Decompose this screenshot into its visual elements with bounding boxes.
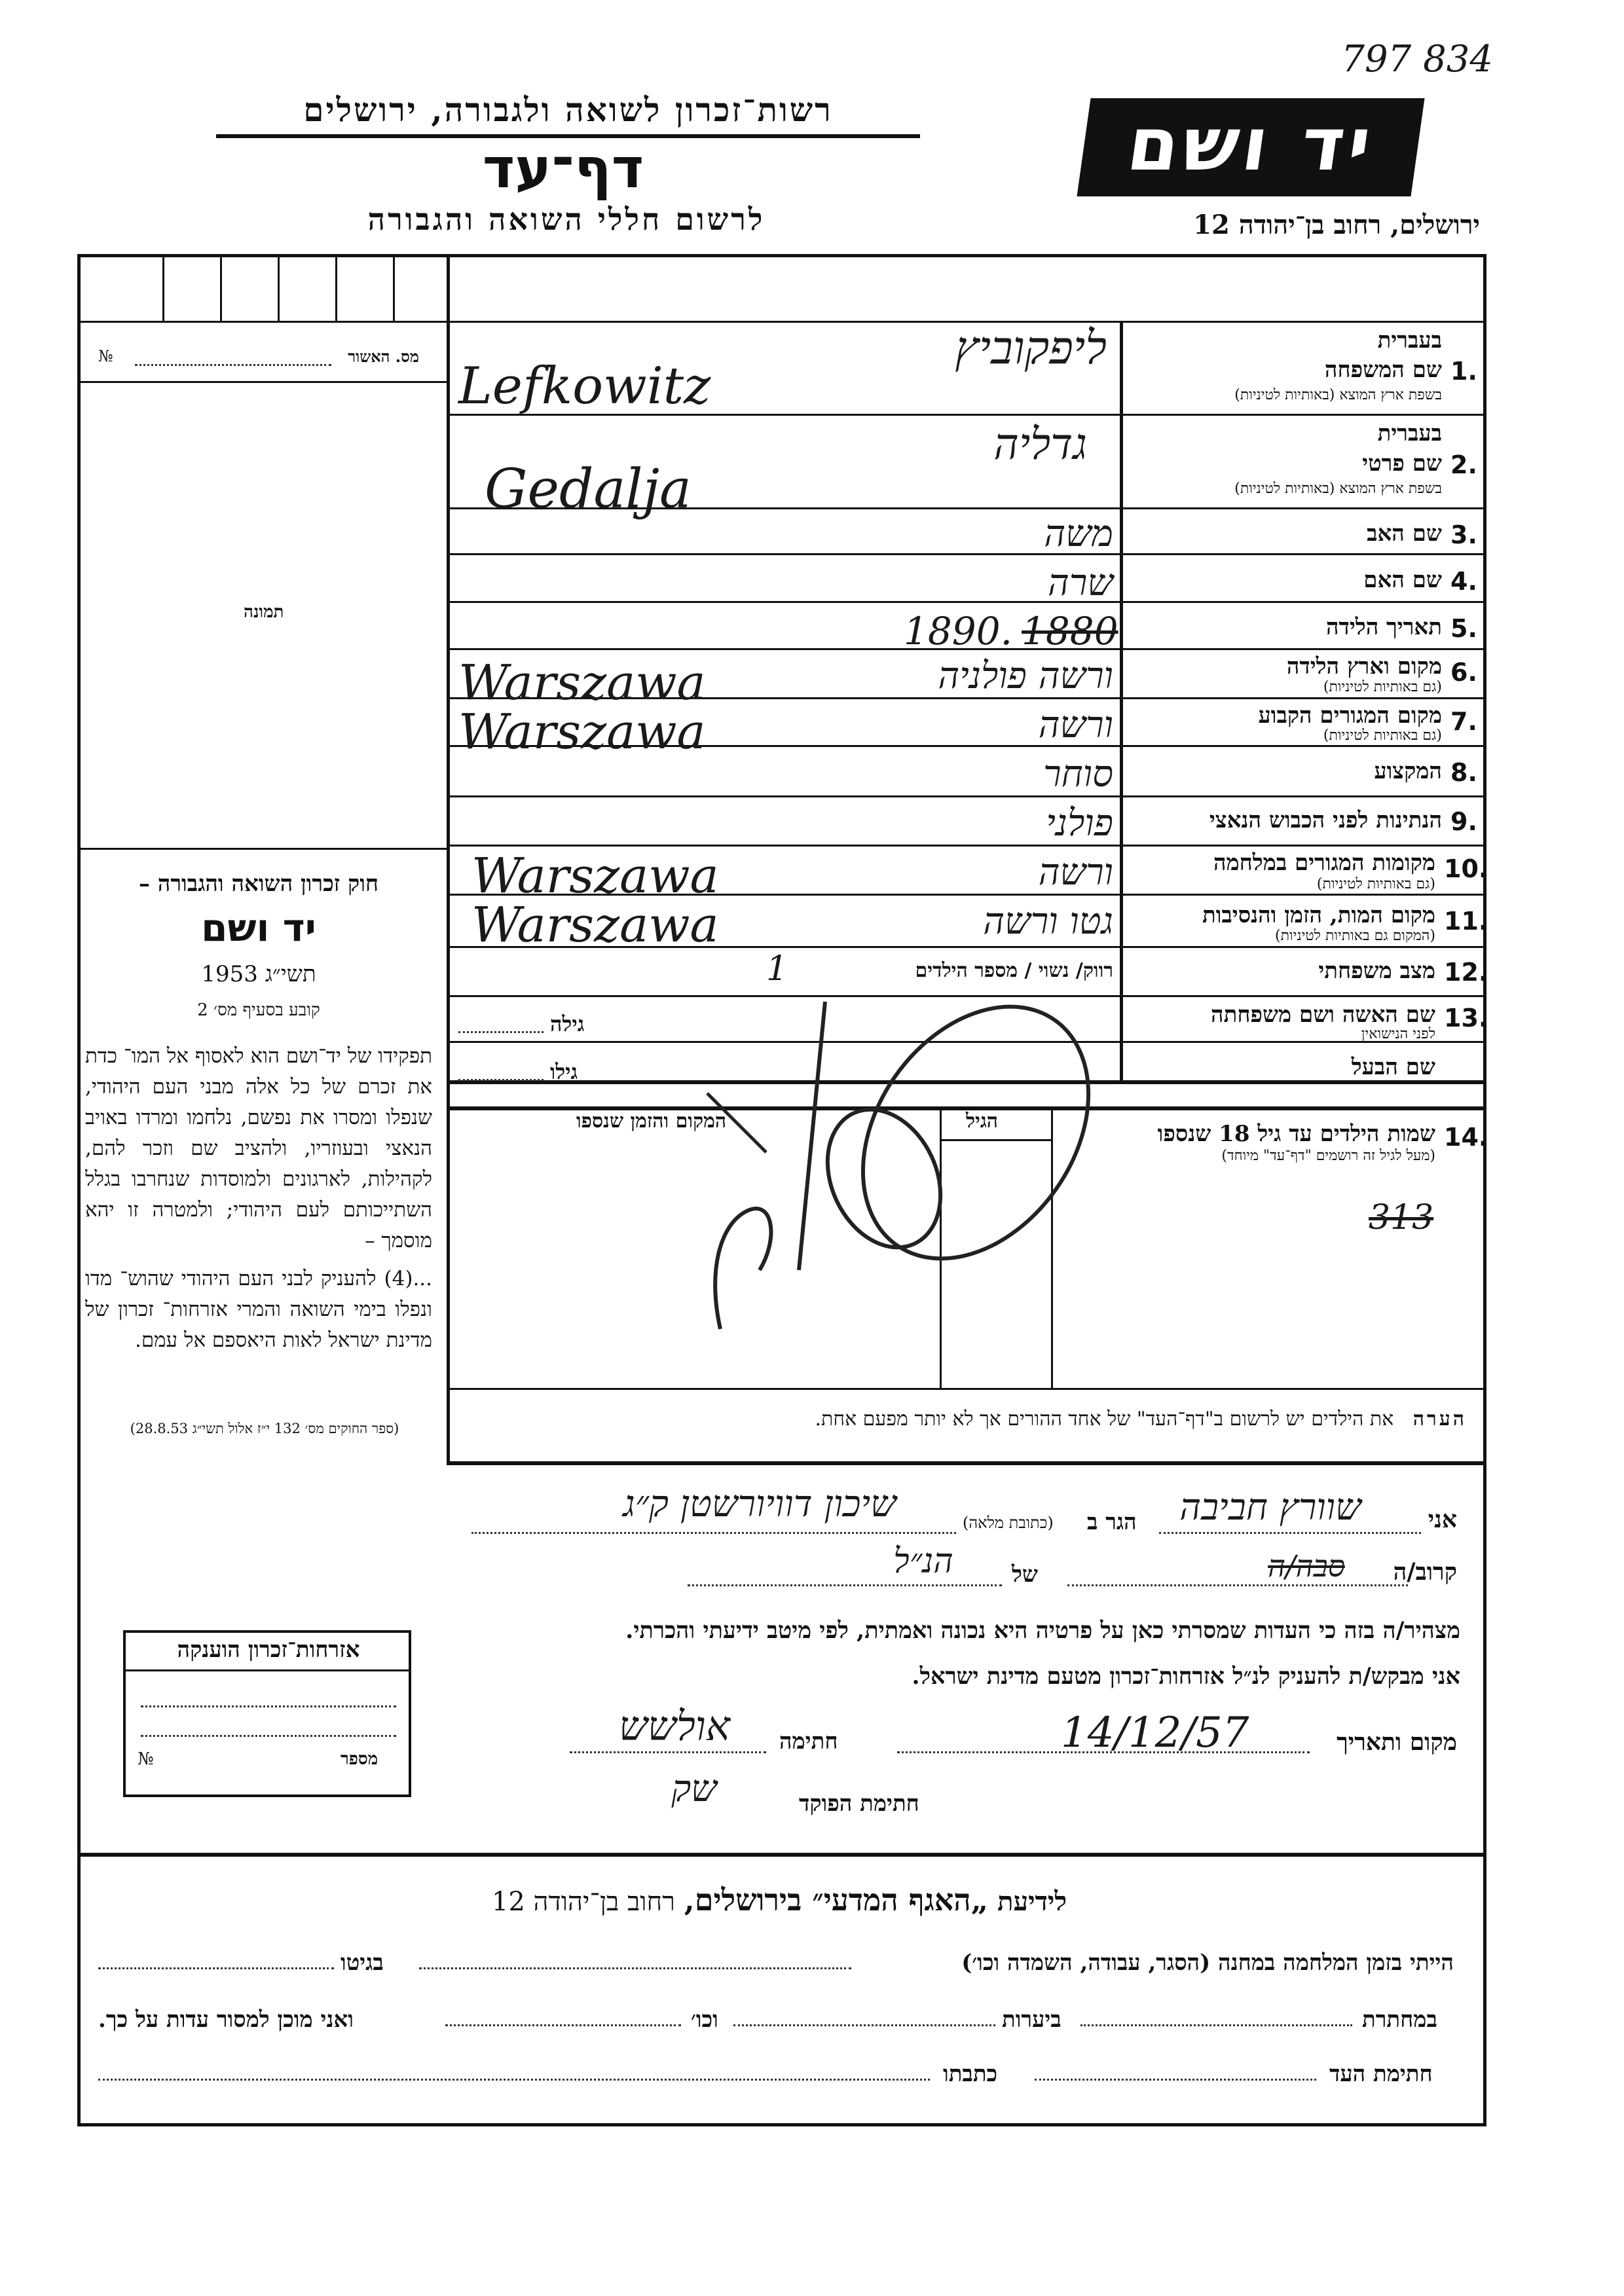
law-body-2: ...(4) להעניק לבני העם היהודי שהוש־ מדו ונפלו בימי השואה והמרי אזרחות־ זכרון של מדינת ישראל לאות היאספם אל עמם. <box>85 1267 432 1352</box>
signature: אולשש <box>619 1702 730 1750</box>
bottom-line-1: הייתי בזמן המלחמה במחנה (הסגר, עבודה, השמדה וכו׳) <box>961 1950 1454 1976</box>
citizenship-number-label: מספר <box>341 1749 378 1769</box>
field-2-label: שם פרטי <box>1362 450 1442 477</box>
law-body-1: תפקידו של יד־ושם הוא לאסוף אל המו־ כדת את זכרם של כל אלה מבני העם היהודי, שנפלו ומסרו את נפשם, נלחמו ומרדו באויב הנאצי ובעוזריו, ולהציב שם וזכר להם, לקהילות, לארגונים ולמוסדות שנחרבו בגלל השתייכותם לעם היהודי; ולמטרה זו יהא מוסמך – <box>85 1044 432 1252</box>
declarant-name: שוורץ חביבה <box>1179 1486 1361 1529</box>
field-13-label: שם האשה ושם משפחתה <box>1211 1002 1435 1028</box>
citizenship-title: אזרחות־זכרון הוענקה <box>177 1637 360 1663</box>
field-10-sub: (גם באותיות לטיניות) <box>1316 876 1435 892</box>
declaration-text: מצהיר/ה בזה כי העדות שמסרתי כאן על פרטיה היא נכונה ואמתית, לפי מיטב ידיעתי והכרתי. <box>625 1617 1460 1644</box>
declaration-date: 14/12/57 <box>1061 1709 1249 1757</box>
request-text: אני מבקש/ת להעניק לנ״ל אזרחות־זכרון מטעם מדינת ישראל. <box>912 1663 1460 1690</box>
field-7-number: 7. <box>1450 707 1477 736</box>
underground-label: במחתרת <box>1362 2007 1437 2033</box>
field-13-sub: לפני הנישואין <box>1361 1026 1435 1042</box>
field-2-top: בעברית <box>1377 420 1442 446</box>
field-7-sub: (גם באותיות לטיניות) <box>1323 727 1442 744</box>
signature-label: חתימה <box>779 1728 838 1755</box>
field-3-number: 3. <box>1450 520 1477 549</box>
note-row <box>458 1408 1467 1430</box>
of-value: הנ״ל <box>893 1542 953 1581</box>
law-name: יד ושם <box>201 905 316 950</box>
marital-printed: רווק/ נשוי / מספר הילדים <box>915 959 1113 982</box>
field-12-number: 12. <box>1444 958 1488 987</box>
field-5-label: תאריך הלידה <box>1325 614 1442 640</box>
witness-signature-label: חתימת העד <box>1329 2061 1433 2087</box>
surname-latin: Lefkowitz <box>458 357 711 416</box>
field-1-top: בעברית <box>1377 327 1442 354</box>
ghetto-label: בגיטו <box>341 1950 384 1976</box>
field-9-number: 9. <box>1450 807 1477 836</box>
logo-text: יד ושם <box>1122 102 1380 187</box>
field-3-label: שם האב <box>1367 520 1442 547</box>
of-label: של <box>1012 1561 1038 1588</box>
witness-address-label: כתבתו <box>943 2061 998 2087</box>
archive-number: 797 834 <box>1341 38 1493 81</box>
relative-value: סבה/ה <box>1268 1548 1345 1584</box>
approval-label: מס. האשור <box>348 347 419 366</box>
father-name: משה <box>1044 513 1113 555</box>
firstname-latin: Gedalja <box>485 458 692 520</box>
resides-label: הגר ב <box>1087 1509 1137 1535</box>
note-text: את הילדים יש לרשום ב"דף־העד" של אחד ההורים אך לא יותר מפעם אחת. <box>815 1408 1394 1430</box>
bottom-title-b: „האגף המדעי״ בירושלים, <box>684 1882 989 1918</box>
field-9-label: הנתינות לפני הכבוש הנאצי <box>1209 807 1442 833</box>
bottom-title-a: לידיעת <box>997 1886 1067 1917</box>
field-11-number: 11. <box>1444 907 1488 936</box>
law-title: חוק זכרון השואה והגבורה – <box>138 871 379 897</box>
field-8-label: המקצוע <box>1374 758 1442 784</box>
wartime-residence-latin: Warszawa <box>471 848 719 904</box>
children-sub: (מעל לגיל זה רושמים "דף־עד" מיוחד) <box>1221 1148 1435 1164</box>
etc-label: וכו׳ <box>691 2007 718 2033</box>
address: ירושלים, רחוב בן־יהודה 12 <box>1193 210 1480 240</box>
children-label: שמות הילדים עד גיל 18 שנספו <box>1157 1121 1435 1147</box>
field-7-label: מקום המגורים הקבוע <box>1258 702 1442 729</box>
wartime-residence-hebrew: ורשה <box>1038 851 1113 894</box>
birth-date: 1890. <box>904 609 1013 653</box>
field-2-sub: בשפת ארץ המוצא (באותיות לטיניות) <box>1234 481 1442 497</box>
field-1-number: 1. <box>1450 357 1477 386</box>
field-10-number: 10. <box>1444 854 1488 883</box>
children-place-column: המקום והזמן שנספו <box>576 1110 727 1133</box>
law-year: תשי״ג 1953 <box>201 961 316 987</box>
note-label: הערה <box>1412 1408 1467 1430</box>
field-6-number: 6. <box>1450 658 1477 687</box>
death-place-hebrew: גטו ורשה <box>983 900 1113 943</box>
diagonal-scrawl <box>668 962 1192 1355</box>
column-divider <box>447 254 450 1461</box>
field-13-number: 13. <box>1444 1004 1488 1032</box>
photo-label: תמונה <box>244 602 284 622</box>
relative-label: קרוב/ה <box>1393 1558 1457 1586</box>
field-4-label: שם האם <box>1363 567 1442 593</box>
field-husband-label: שם הבעל <box>1351 1054 1435 1080</box>
mother-name: שרה <box>1048 562 1113 604</box>
field-10-label: מקומות המגורים במלחמה <box>1213 850 1435 876</box>
bottom-title <box>393 1882 1166 1918</box>
children-handwritten: 313 <box>1369 1198 1434 1237</box>
logo <box>1077 98 1424 196</box>
children-count: 1 <box>766 949 788 989</box>
husband-age-label: גילו <box>550 1059 578 1084</box>
form-title: דף־עד <box>482 136 644 200</box>
field-8-number: 8. <box>1450 758 1477 787</box>
birth-date-struck: 1880 <box>1022 609 1118 653</box>
field-11-label: מקום המות, הזמן והנסיבות <box>1202 902 1435 928</box>
declarant-address: שיכון דוויורשטן ק״ג <box>623 1483 896 1525</box>
officer-label: חתימת הפוקד <box>799 1791 919 1817</box>
field-2-number: 2. <box>1450 450 1477 479</box>
field-1-label: שם המשפחה <box>1324 357 1442 383</box>
children-age-column: הגיל <box>966 1110 999 1133</box>
death-place-latin: Warszawa <box>471 897 719 953</box>
surname-hebrew: ליפקוביץ <box>955 321 1107 374</box>
resides-note: (כתובת מלאה) <box>963 1514 1054 1532</box>
field-12-label: מצב משפחתי <box>1318 958 1435 984</box>
field-11-sub: (המקום גם באותיות לטיניות) <box>1275 928 1435 944</box>
field-4-number: 4. <box>1450 567 1477 596</box>
field-6-label: מקום וארץ הלידה <box>1286 653 1442 680</box>
approval-no-sign: № <box>98 347 113 365</box>
authority-title: רשות־זכרון לשואה ולגבורה, ירושלים <box>303 90 833 129</box>
field-6-sub: (גם באותיות לטיניות) <box>1323 679 1442 695</box>
residence-hebrew: ורשה <box>1038 704 1113 746</box>
forests-label: ביערות <box>1002 2007 1061 2033</box>
place-date-label: מקום ותאריך <box>1337 1728 1457 1756</box>
law-clause: קובע בסעיף מס׳ 2 <box>197 1000 320 1020</box>
officer-signature: שק <box>671 1768 717 1810</box>
citizenship-no-sign: № <box>138 1749 154 1769</box>
profession: סוחר <box>1043 753 1113 795</box>
form-subtitle: לרשום חללי השואה והגבורה <box>367 202 766 237</box>
willing-text: ואני מוכן למסור עדות על כך. <box>98 2007 354 2033</box>
declarant-i-label: אני <box>1428 1506 1457 1533</box>
law-gazette: (ספר החוקים מס׳ 132 י״ז אלול תשי״ג 28.8.53) <box>130 1421 399 1436</box>
field-1-sub: בשפת ארץ המוצא (באותיות לטיניות) <box>1234 387 1442 403</box>
residence-latin: Warszawa <box>458 704 706 760</box>
firstname-hebrew: גדליה <box>993 419 1087 469</box>
field-5-number: 5. <box>1450 614 1477 643</box>
citizenship: פולני <box>1046 802 1113 845</box>
children-number: 14. <box>1444 1123 1488 1152</box>
bottom-title-c: רחוב בן־יהודה 12 <box>491 1887 675 1917</box>
wife-age-label: גילה <box>550 1011 585 1036</box>
birth-place-hebrew: ורשה פולניה <box>938 655 1113 697</box>
birth-place-latin: Warszawa <box>458 655 706 711</box>
